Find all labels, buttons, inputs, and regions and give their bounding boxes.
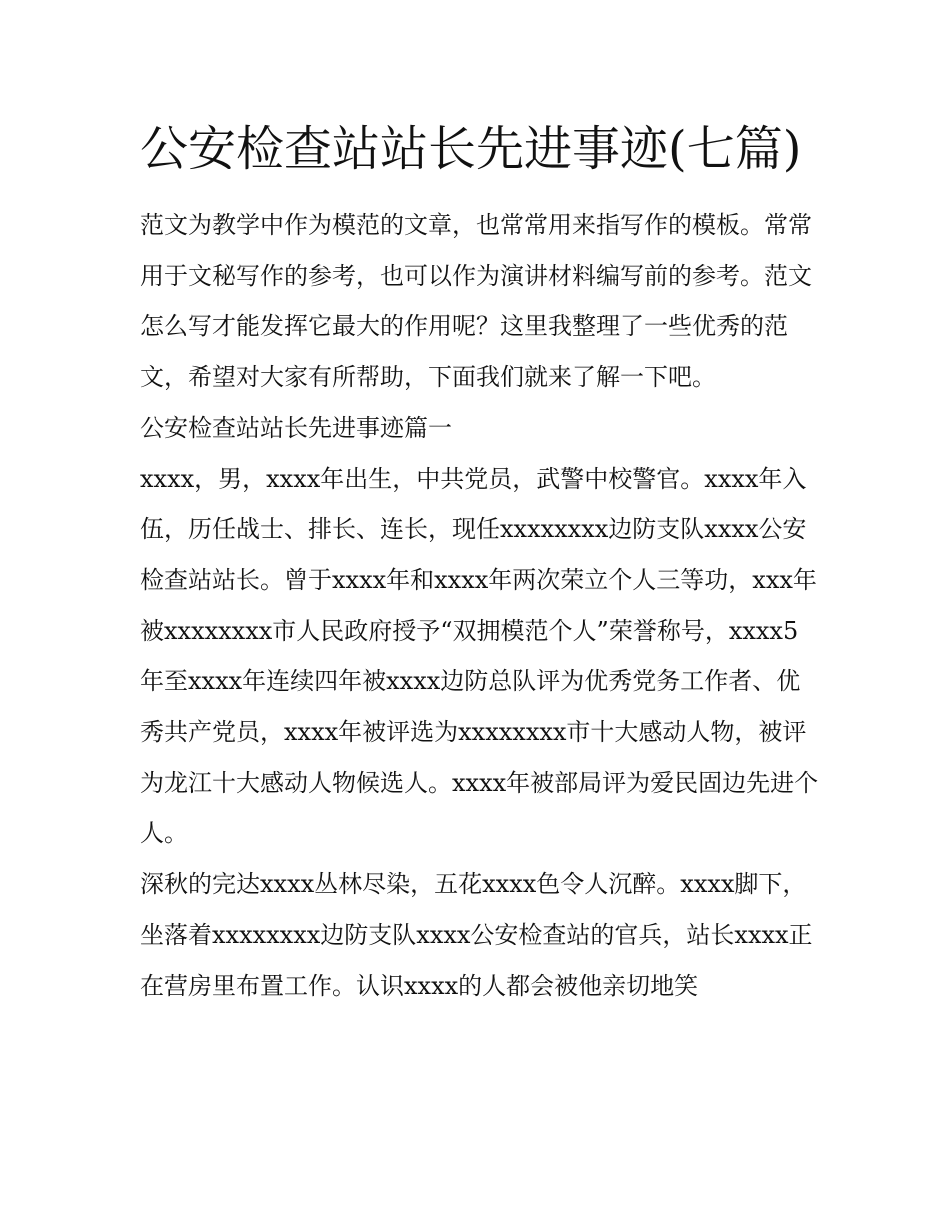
intro-paragraph: 范文为教学中作为模范的文章，也常常用来指写作的模板。常常用于文秘写作的参考，也可以作为演讲材料编写前的参考。范文怎么写才能发挥它最大的作用呢？这里我整理了一些优秀的范文，希望对大家有所帮助，下面我们就来了解一下吧。 [140, 211, 812, 392]
story-paragraph: 深秋的完达xxxx丛林尽染，五花xxxx色令人沉醉。xxxx脚下，坐落着xxxxxxxx边防支队xxxx公安检查站的官兵，站长xxxx正在营房里布置工作。认识xxxx的人都会被他亲切地笑 [140, 870, 813, 1000]
section-heading: 公安检查站站长先进事迹篇一 [140, 413, 452, 442]
bio-paragraph: xxxx，男，xxxx年出生，中共党员，武警中校警官。xxxx年入伍，历任战士、排长、连长，现任xxxxxxxx边防支队xxxx公安检查站站长。曾于xxxx年和xxxx年两次荣立个人三等功，xxx年被xxxxxxxx市人民政府授予“双拥模范个人”荣誉称号，xxxx5年至xxxx年连续四年被xxxx边防总队评为优秀党务工作者、优秀共产党员，xxxx年被评选为xxxxxxxx市十大感动人物，被评为龙江十大感动人物候选人。xxxx年被部局评为爱民固边先进个人。 [140, 464, 819, 848]
document-title: 公安检查站站长先进事迹(七篇) [140, 121, 802, 177]
document-page [140, 112, 820, 1011]
